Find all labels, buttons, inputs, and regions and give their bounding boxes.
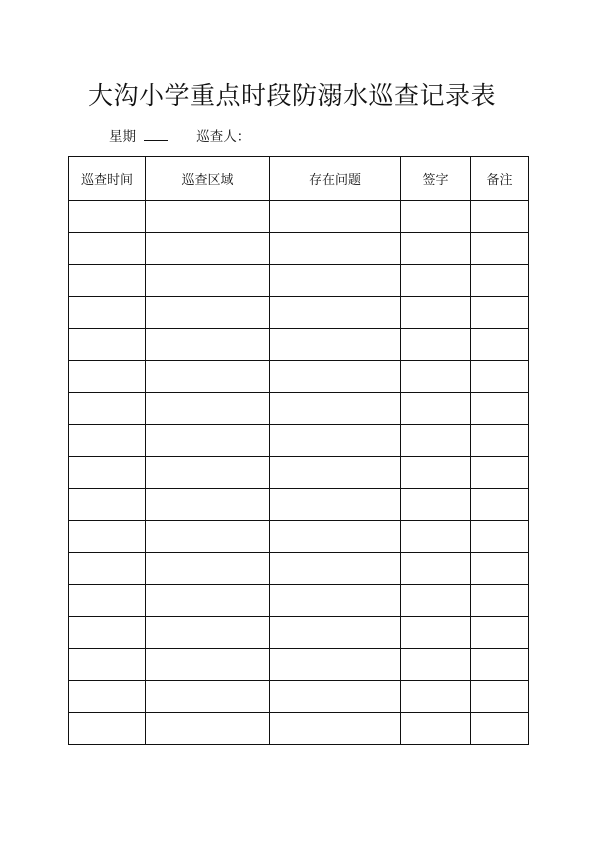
signature-cell[interactable] xyxy=(401,681,471,713)
table-row xyxy=(69,233,529,265)
area-cell[interactable] xyxy=(146,489,270,521)
time-cell[interactable] xyxy=(69,329,146,361)
table-row xyxy=(69,617,529,649)
table-row xyxy=(69,425,529,457)
time-cell[interactable] xyxy=(69,521,146,553)
problem-cell[interactable] xyxy=(270,489,401,521)
remarks-cell[interactable] xyxy=(471,617,529,649)
table-row xyxy=(69,297,529,329)
area-cell[interactable] xyxy=(146,297,270,329)
header-remarks: 备注 xyxy=(471,157,529,201)
signature-cell[interactable] xyxy=(401,713,471,745)
area-cell[interactable] xyxy=(146,329,270,361)
weekday-blank xyxy=(144,126,168,141)
time-cell[interactable] xyxy=(69,265,146,297)
signature-cell[interactable] xyxy=(401,425,471,457)
signature-cell[interactable] xyxy=(401,233,471,265)
table-row xyxy=(69,649,529,681)
remarks-cell[interactable] xyxy=(471,457,529,489)
remarks-cell[interactable] xyxy=(471,553,529,585)
time-cell[interactable] xyxy=(69,489,146,521)
area-cell[interactable] xyxy=(146,393,270,425)
signature-cell[interactable] xyxy=(401,265,471,297)
remarks-cell[interactable] xyxy=(471,233,529,265)
table-row xyxy=(69,521,529,553)
area-cell[interactable] xyxy=(146,361,270,393)
remarks-cell[interactable] xyxy=(471,265,529,297)
area-cell[interactable] xyxy=(146,425,270,457)
signature-cell[interactable] xyxy=(401,617,471,649)
signature-cell[interactable] xyxy=(401,585,471,617)
time-cell[interactable] xyxy=(69,201,146,233)
time-cell[interactable] xyxy=(69,585,146,617)
time-cell[interactable] xyxy=(69,457,146,489)
header-signature: 签字 xyxy=(401,157,471,201)
remarks-cell[interactable] xyxy=(471,489,529,521)
time-cell[interactable] xyxy=(69,681,146,713)
problem-cell[interactable] xyxy=(270,681,401,713)
header-existing-problems: 存在问题 xyxy=(270,157,401,201)
document-title: 大沟小学重点时段防溺水巡查记录表 xyxy=(88,81,497,110)
remarks-cell[interactable] xyxy=(471,713,529,745)
header-inspection-area: 巡查区域 xyxy=(146,157,270,201)
inspector-label: 巡查人： xyxy=(196,129,251,145)
signature-cell[interactable] xyxy=(401,201,471,233)
signature-cell[interactable] xyxy=(401,393,471,425)
problem-cell[interactable] xyxy=(270,393,401,425)
problem-cell[interactable] xyxy=(270,553,401,585)
table-row xyxy=(69,713,529,745)
table-row xyxy=(69,681,529,713)
problem-cell[interactable] xyxy=(270,425,401,457)
signature-cell[interactable] xyxy=(401,649,471,681)
table-row xyxy=(69,553,529,585)
table-row xyxy=(69,265,529,297)
signature-cell[interactable] xyxy=(401,457,471,489)
remarks-cell[interactable] xyxy=(471,201,529,233)
signature-cell[interactable] xyxy=(401,521,471,553)
table-row xyxy=(69,201,529,233)
remarks-cell[interactable] xyxy=(471,521,529,553)
area-cell[interactable] xyxy=(146,713,270,745)
table-header-row xyxy=(69,157,529,201)
problem-cell[interactable] xyxy=(270,201,401,233)
time-cell[interactable] xyxy=(69,425,146,457)
table-row xyxy=(69,457,529,489)
area-cell[interactable] xyxy=(146,649,270,681)
problem-cell[interactable] xyxy=(270,617,401,649)
area-cell[interactable] xyxy=(146,265,270,297)
remarks-cell[interactable] xyxy=(471,681,529,713)
area-cell[interactable] xyxy=(146,585,270,617)
problem-cell[interactable] xyxy=(270,265,401,297)
inspection-record-table xyxy=(68,156,529,745)
problem-cell[interactable] xyxy=(270,713,401,745)
problem-cell[interactable] xyxy=(270,233,401,265)
area-cell[interactable] xyxy=(146,553,270,585)
time-cell[interactable] xyxy=(69,713,146,745)
problem-cell[interactable] xyxy=(270,649,401,681)
weekday-label: 星期 xyxy=(109,129,136,145)
problem-cell[interactable] xyxy=(270,329,401,361)
header-inspection-time: 巡查时间 xyxy=(69,157,146,201)
time-cell[interactable] xyxy=(69,297,146,329)
time-cell[interactable] xyxy=(69,617,146,649)
remarks-cell[interactable] xyxy=(471,393,529,425)
time-cell[interactable] xyxy=(69,361,146,393)
table-row xyxy=(69,585,529,617)
time-cell[interactable] xyxy=(69,393,146,425)
area-cell[interactable] xyxy=(146,681,270,713)
remarks-cell[interactable] xyxy=(471,585,529,617)
area-cell[interactable] xyxy=(146,233,270,265)
meta-line xyxy=(109,126,250,147)
area-cell[interactable] xyxy=(146,201,270,233)
problem-cell[interactable] xyxy=(270,297,401,329)
area-cell[interactable] xyxy=(146,521,270,553)
remarks-cell[interactable] xyxy=(471,297,529,329)
time-cell[interactable] xyxy=(69,649,146,681)
signature-cell[interactable] xyxy=(401,361,471,393)
signature-cell[interactable] xyxy=(401,553,471,585)
table-row xyxy=(69,393,529,425)
signature-cell[interactable] xyxy=(401,297,471,329)
time-cell[interactable] xyxy=(69,553,146,585)
problem-cell[interactable] xyxy=(270,457,401,489)
table-row xyxy=(69,329,529,361)
problem-cell[interactable] xyxy=(270,361,401,393)
table-row xyxy=(69,361,529,393)
table-row xyxy=(69,489,529,521)
remarks-cell[interactable] xyxy=(471,649,529,681)
signature-cell[interactable] xyxy=(401,489,471,521)
remarks-cell[interactable] xyxy=(471,361,529,393)
remarks-cell[interactable] xyxy=(471,425,529,457)
remarks-cell[interactable] xyxy=(471,329,529,361)
problem-cell[interactable] xyxy=(270,521,401,553)
signature-cell[interactable] xyxy=(401,329,471,361)
area-cell[interactable] xyxy=(146,457,270,489)
time-cell[interactable] xyxy=(69,233,146,265)
table-body xyxy=(69,201,529,745)
area-cell[interactable] xyxy=(146,617,270,649)
problem-cell[interactable] xyxy=(270,585,401,617)
